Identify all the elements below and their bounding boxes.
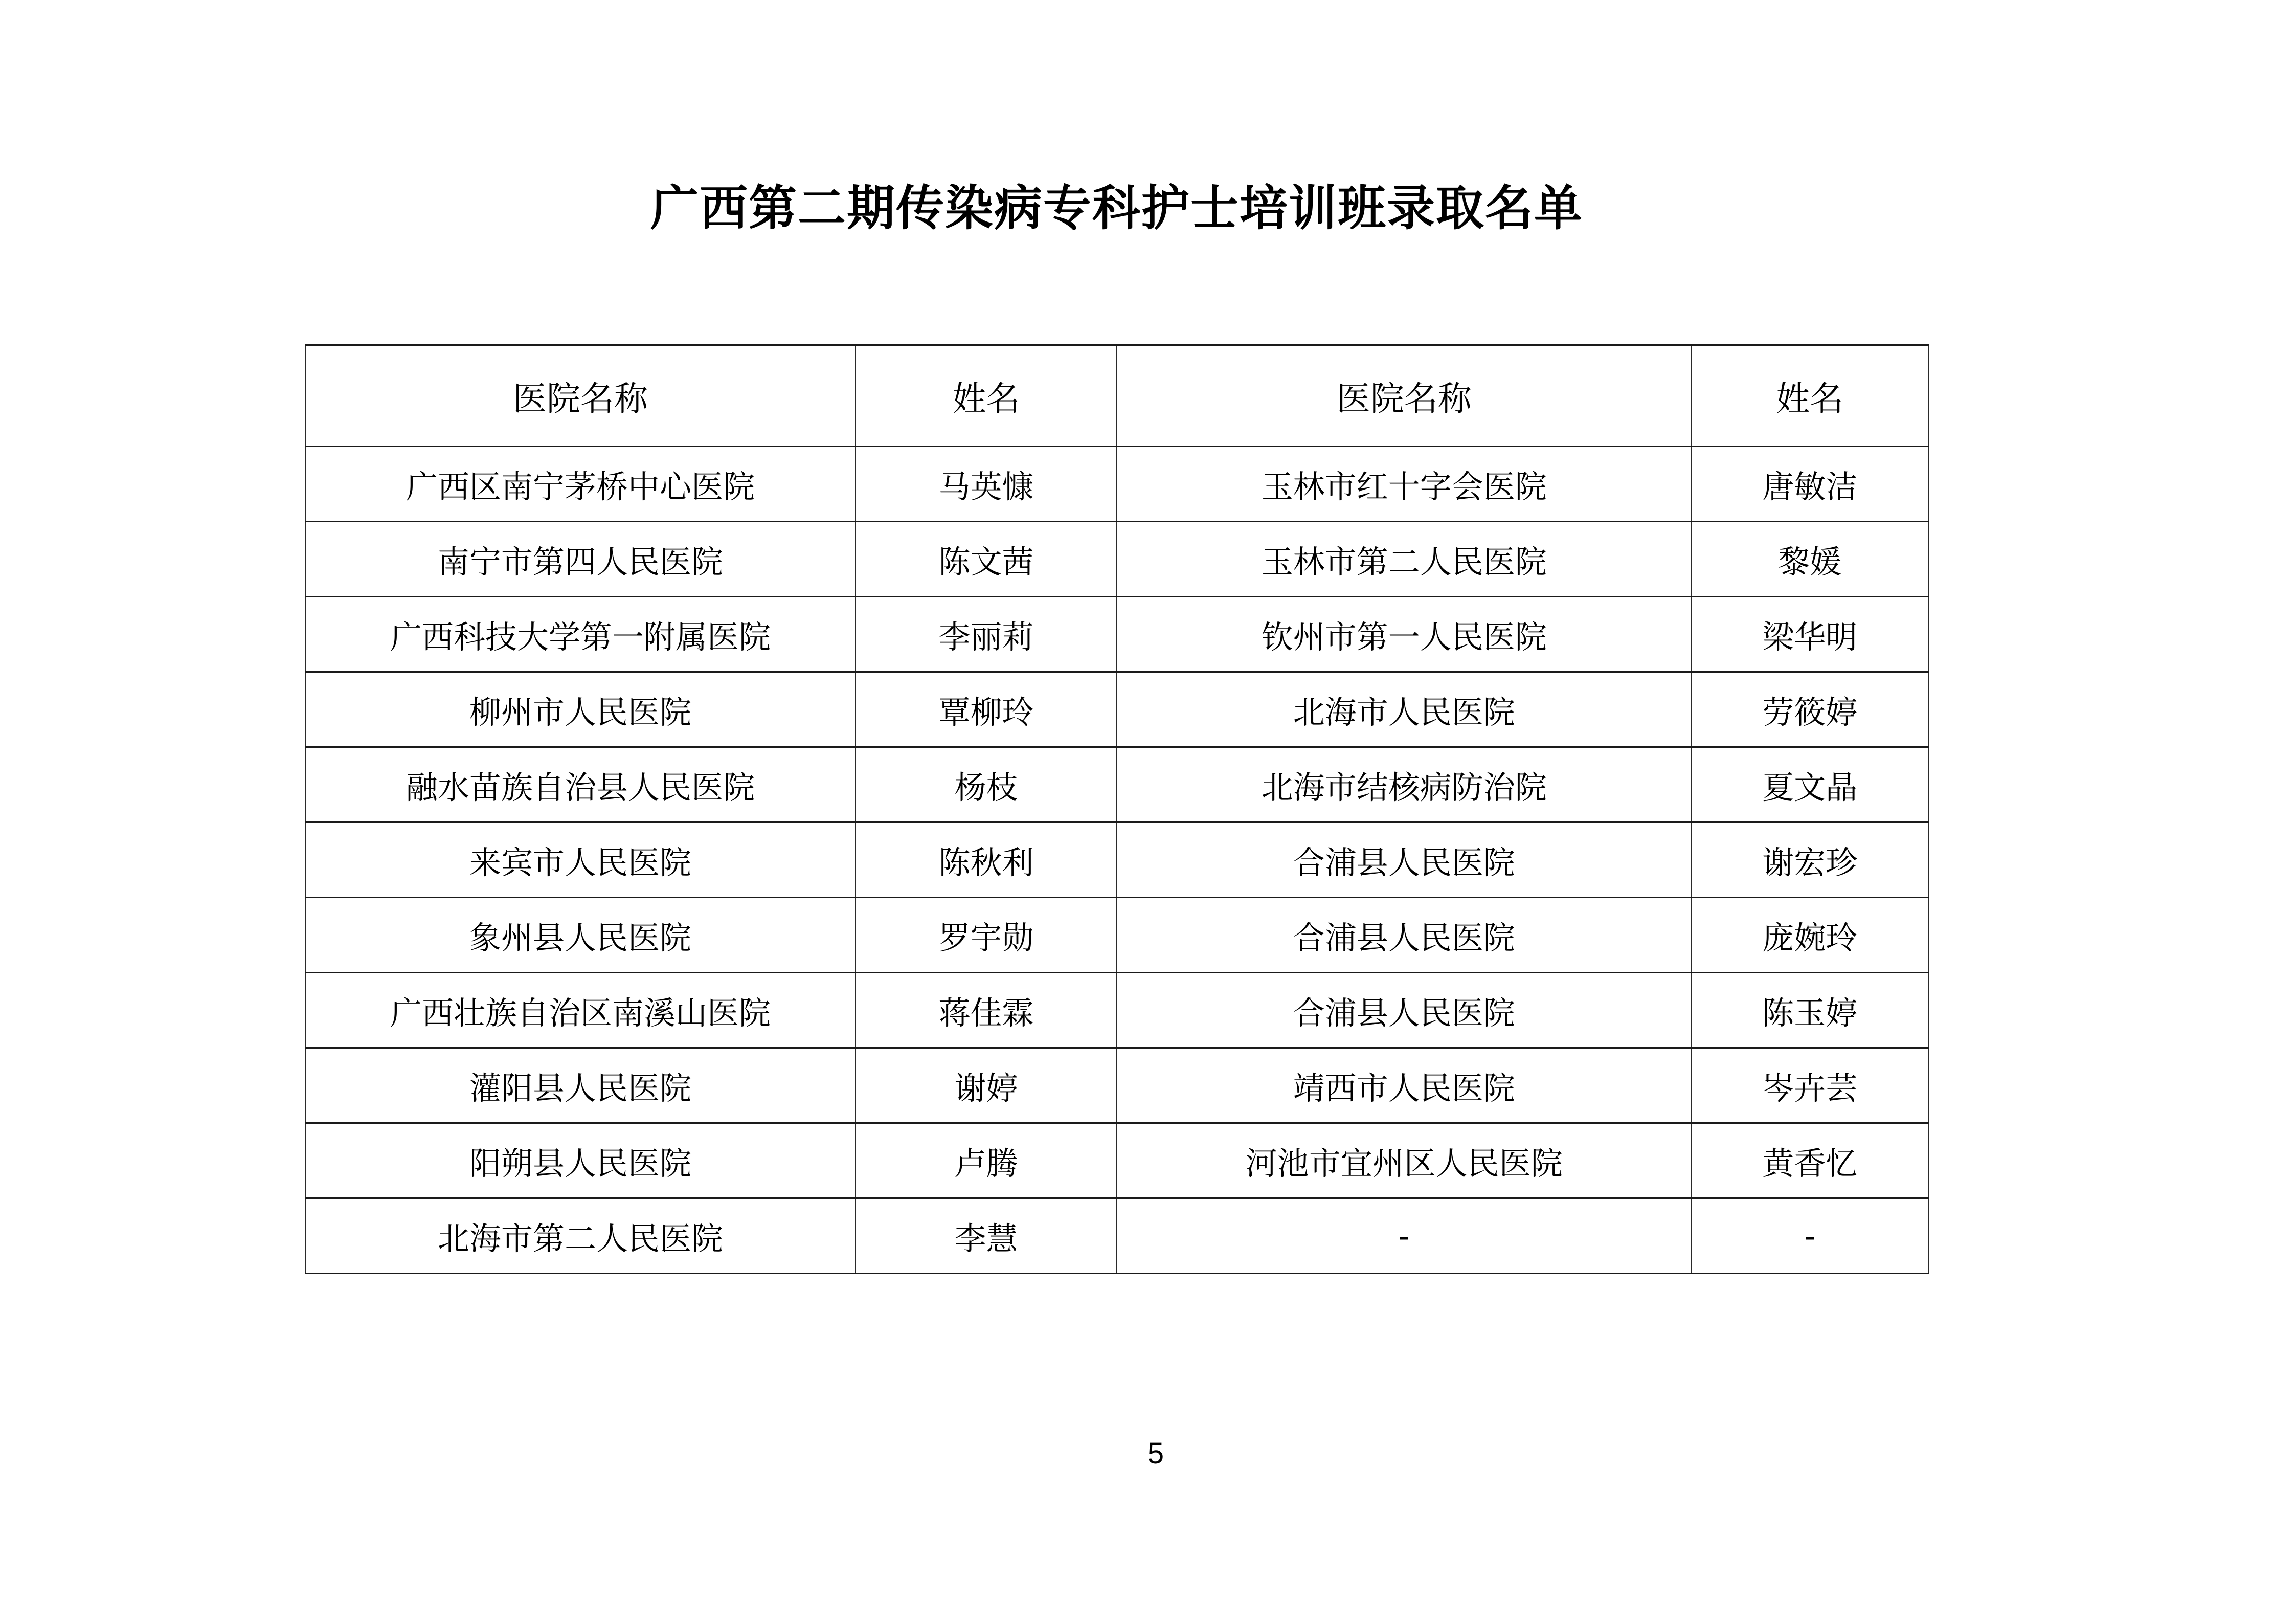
table-cell: 融水苗族自治县人民医院 bbox=[305, 747, 856, 822]
column-header-hospital-left: 医院名称 bbox=[305, 345, 856, 447]
column-header-name-right: 姓名 bbox=[1692, 345, 1928, 447]
table-row bbox=[305, 522, 1928, 597]
table-row bbox=[305, 447, 1928, 522]
table-cell: 合浦县人民医院 bbox=[1117, 822, 1692, 898]
table-cell: 罗宇勋 bbox=[856, 898, 1117, 973]
table-row bbox=[305, 1123, 1928, 1198]
admission-table bbox=[305, 344, 1929, 1274]
table-cell: 广西区南宁茅桥中心医院 bbox=[305, 447, 856, 522]
table-cell: 北海市第二人民医院 bbox=[305, 1198, 856, 1274]
table-cell: 劳筱婷 bbox=[1692, 672, 1928, 747]
table-cell: 杨枝 bbox=[856, 747, 1117, 822]
table-cell: 黄香忆 bbox=[1692, 1123, 1928, 1198]
column-header-hospital-right: 医院名称 bbox=[1117, 345, 1692, 447]
table-cell: 李慧 bbox=[856, 1198, 1117, 1274]
table-cell: 玉林市红十字会医院 bbox=[1117, 447, 1692, 522]
table-cell: 合浦县人民医院 bbox=[1117, 973, 1692, 1048]
table-cell: 庞婉玲 bbox=[1692, 898, 1928, 973]
table-row bbox=[305, 822, 1928, 898]
table-cell: 钦州市第一人民医院 bbox=[1117, 597, 1692, 672]
table-cell: 陈玉婷 bbox=[1692, 973, 1928, 1048]
header-row bbox=[305, 345, 1928, 447]
table-cell: 黎媛 bbox=[1692, 522, 1928, 597]
table-cell: 梁华明 bbox=[1692, 597, 1928, 672]
table-cell: 象州县人民医院 bbox=[305, 898, 856, 973]
table-row bbox=[305, 1048, 1928, 1123]
table-row bbox=[305, 973, 1928, 1048]
table-cell: 陈秋利 bbox=[856, 822, 1117, 898]
table-cell: 卢腾 bbox=[856, 1123, 1117, 1198]
table-cell: 广西科技大学第一附属医院 bbox=[305, 597, 856, 672]
table-cell: - bbox=[1692, 1198, 1928, 1274]
table-cell: 柳州市人民医院 bbox=[305, 672, 856, 747]
table-row bbox=[305, 898, 1928, 973]
table-cell: 南宁市第四人民医院 bbox=[305, 522, 856, 597]
table-row bbox=[305, 747, 1928, 822]
table-cell: 北海市人民医院 bbox=[1117, 672, 1692, 747]
table-cell: 马英慷 bbox=[856, 447, 1117, 522]
table-body bbox=[305, 447, 1928, 1274]
table-header bbox=[305, 345, 1928, 447]
table-row bbox=[305, 597, 1928, 672]
table-cell: 蒋佳霖 bbox=[856, 973, 1117, 1048]
table-cell: 谢宏珍 bbox=[1692, 822, 1928, 898]
table-cell: 广西壮族自治区南溪山医院 bbox=[305, 973, 856, 1048]
table-cell: 河池市宜州区人民医院 bbox=[1117, 1123, 1692, 1198]
table-cell: 合浦县人民医院 bbox=[1117, 898, 1692, 973]
table-row bbox=[305, 1198, 1928, 1274]
table-cell: 阳朔县人民医院 bbox=[305, 1123, 856, 1198]
table-cell: 覃柳玲 bbox=[856, 672, 1117, 747]
table-cell: 北海市结核病防治院 bbox=[1117, 747, 1692, 822]
table-cell: 陈文茜 bbox=[856, 522, 1117, 597]
table-cell: 李丽莉 bbox=[856, 597, 1117, 672]
table-cell: 夏文晶 bbox=[1692, 747, 1928, 822]
table-cell: 唐敏洁 bbox=[1692, 447, 1928, 522]
table-row bbox=[305, 672, 1928, 747]
page-number: 5 bbox=[1147, 1437, 1164, 1470]
table-cell: 玉林市第二人民医院 bbox=[1117, 522, 1692, 597]
table-cell: 岑卉芸 bbox=[1692, 1048, 1928, 1123]
table-cell: - bbox=[1117, 1198, 1692, 1274]
table-cell: 谢婷 bbox=[856, 1048, 1117, 1123]
table-cell: 灌阳县人民医院 bbox=[305, 1048, 856, 1123]
table-cell: 来宾市人民医院 bbox=[305, 822, 856, 898]
column-header-name-left: 姓名 bbox=[856, 345, 1117, 447]
table-cell: 靖西市人民医院 bbox=[1117, 1048, 1692, 1123]
page-title: 广西第二期传染病专科护士培训班录取名单 bbox=[650, 182, 1583, 235]
